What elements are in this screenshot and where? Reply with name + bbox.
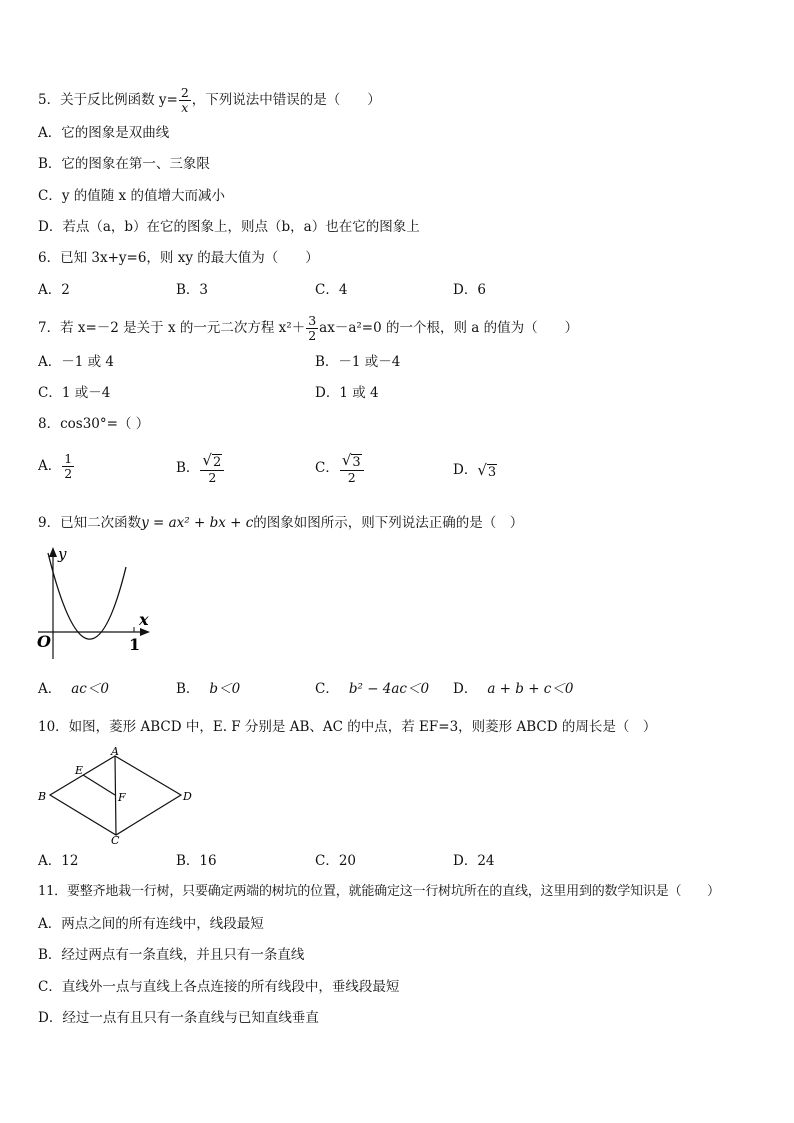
q10-option-c: C．20 (315, 853, 357, 869)
y-axis-arrow (49, 547, 57, 557)
q10-option-b: B．16 (176, 853, 217, 869)
q6-option-c: C．4 (315, 282, 348, 298)
q8-option-c-label: C． (315, 460, 339, 476)
q7-fraction-denominator: 2 (308, 328, 317, 343)
q8-option-b-denominator: 2 (208, 470, 217, 485)
q7-option-d: D．1 或 4 (315, 385, 379, 401)
q5-option-a: A．它的图象是双曲线 (38, 125, 170, 141)
q9-option-c-label: C． (315, 681, 339, 697)
q9-stem (38, 513, 523, 533)
q8-option-d-label: D． (453, 462, 478, 478)
q9-option-d-expr: a + b + c＜0 (487, 681, 574, 697)
q7-fraction-numerator: 3 (308, 313, 317, 328)
q7-stem-part2: ax－a²=0 的一个根，则 a 的值为（ ） (319, 320, 579, 336)
q5-option-c: C．y 的值随 x 的值增大而减小 (38, 188, 225, 204)
q8-option-b-fraction (200, 452, 224, 485)
point-label-d: D (183, 790, 192, 803)
q5-option-b: B．它的图象在第一、三象限 (38, 156, 210, 172)
q8-option-c-denominator: 2 (347, 470, 356, 485)
point-label-c: C (111, 834, 120, 846)
q11-option-c: C．直线外一点与直线上各点连接的所有线段中，垂线段最短 (38, 979, 400, 995)
q5-stem-part2: ，下列说法中错误的是（ ） (191, 92, 381, 108)
origin-label: O (37, 632, 51, 651)
x-axis-label: x (139, 610, 149, 629)
q10-rhombus-figure (34, 746, 204, 846)
q9-option-b (176, 679, 240, 699)
diagonal-ac (115, 756, 116, 835)
q8-option-d (453, 460, 497, 480)
sqrt-symbol: √ (341, 451, 352, 469)
q8-option-c (315, 452, 365, 485)
sqrt-symbol: √ (477, 460, 487, 479)
q11-stem: 11．要整齐地栽一行树，只要确定两端的树坑的位置，就能确定这一行树坑所在的直线，这里用到的数学知识是（ ） (38, 884, 720, 899)
q8-option-b-radicand: 2 (212, 455, 222, 470)
q7-option-b: B．－1 或－4 (315, 354, 401, 370)
sqrt-symbol: √ (202, 451, 212, 469)
q10-option-d: D．24 (453, 853, 495, 869)
q8-stem: 8．cos30°=（ ） (38, 416, 150, 432)
q8-option-c-fraction (340, 452, 364, 485)
q5-fraction (179, 86, 191, 115)
q9-stem-part1: 9．已知二次函数 (38, 515, 142, 531)
q11-option-a: A．两点之间的所有连线中，线段最短 (38, 916, 264, 932)
q8-option-a (38, 452, 75, 481)
y-axis-label: y (58, 545, 67, 563)
q7-option-c: C．1 或－4 (38, 385, 111, 401)
q9-option-b-expr: b＜0 (209, 681, 241, 697)
q9-option-c (315, 679, 429, 699)
q9-option-b-label: B． (176, 681, 200, 697)
q9-option-c-expr: b² − 4ac＜0 (348, 681, 430, 697)
q8-option-a-denominator: 2 (64, 466, 73, 481)
q7-stem-part1: 7．若 x=－2 是关于 x 的一元二次方程 x²＋ (38, 320, 306, 336)
q8-option-a-label: A． (38, 458, 62, 474)
q5-stem (38, 86, 381, 115)
q8-option-a-fraction (62, 452, 74, 481)
q5-fraction-numerator: 2 (180, 85, 189, 100)
q11-option-d: D．经过一点有且只有一条直线与已知直线垂直 (38, 1010, 319, 1026)
q9-option-a (38, 679, 109, 699)
q10-stem: 10．如图，菱形 ABCD 中，E. F 分别是 AB、AC 的中点，若 EF=3，则菱形 ABCD 的周长是（ ） (38, 719, 657, 735)
x-tick-label-one: 1 (129, 635, 141, 654)
q8-option-a-numerator: 1 (64, 451, 73, 466)
q8-option-b (176, 452, 225, 485)
q6-option-b: B．3 (176, 282, 209, 298)
q5-fraction-denominator: x (181, 100, 189, 115)
point-label-b: B (38, 790, 47, 803)
q9-parabola-graph (34, 543, 164, 663)
q9-stem-part2: 的图象如图所示，则下列说法正确的是（ ） (253, 515, 524, 531)
point-label-a: A (111, 746, 119, 758)
q8-option-d-radicand: 3 (487, 464, 497, 480)
parabola-curve (48, 553, 126, 639)
q8-option-b-label: B． (176, 460, 200, 476)
q5-stem-part1: 5．关于反比例函数 y= (38, 92, 178, 108)
q7-stem (38, 314, 578, 343)
q5-option-d: D．若点（a，b）在它的图象上，则点（b，a）也在它的图象上 (38, 219, 420, 235)
q10-option-a: A．12 (38, 853, 79, 869)
q6-stem: 6．已知 3x+y=6，则 xy 的最大值为（ ） (38, 250, 319, 266)
q6-option-a: A．2 (38, 282, 70, 298)
q8-option-c-radicand: 3 (352, 455, 361, 470)
point-label-f: F (118, 791, 126, 804)
q6-option-d: D．6 (453, 282, 486, 298)
q9-option-a-label: A． (38, 681, 62, 697)
q7-fraction (306, 314, 318, 343)
q9-formula: y = ax² + bx + c (141, 515, 254, 531)
segment-ef (83, 775, 115, 795)
q9-option-a-expr: ac＜0 (71, 681, 109, 697)
point-label-e: E (75, 764, 84, 777)
q9-option-d-label: D． (453, 681, 478, 697)
q11-option-b: B．经过两点有一条直线，并且只有一条直线 (38, 947, 305, 963)
x-axis-arrow (140, 628, 150, 636)
q7-option-a: A．－1 或 4 (38, 354, 115, 370)
q9-option-d (453, 679, 573, 699)
